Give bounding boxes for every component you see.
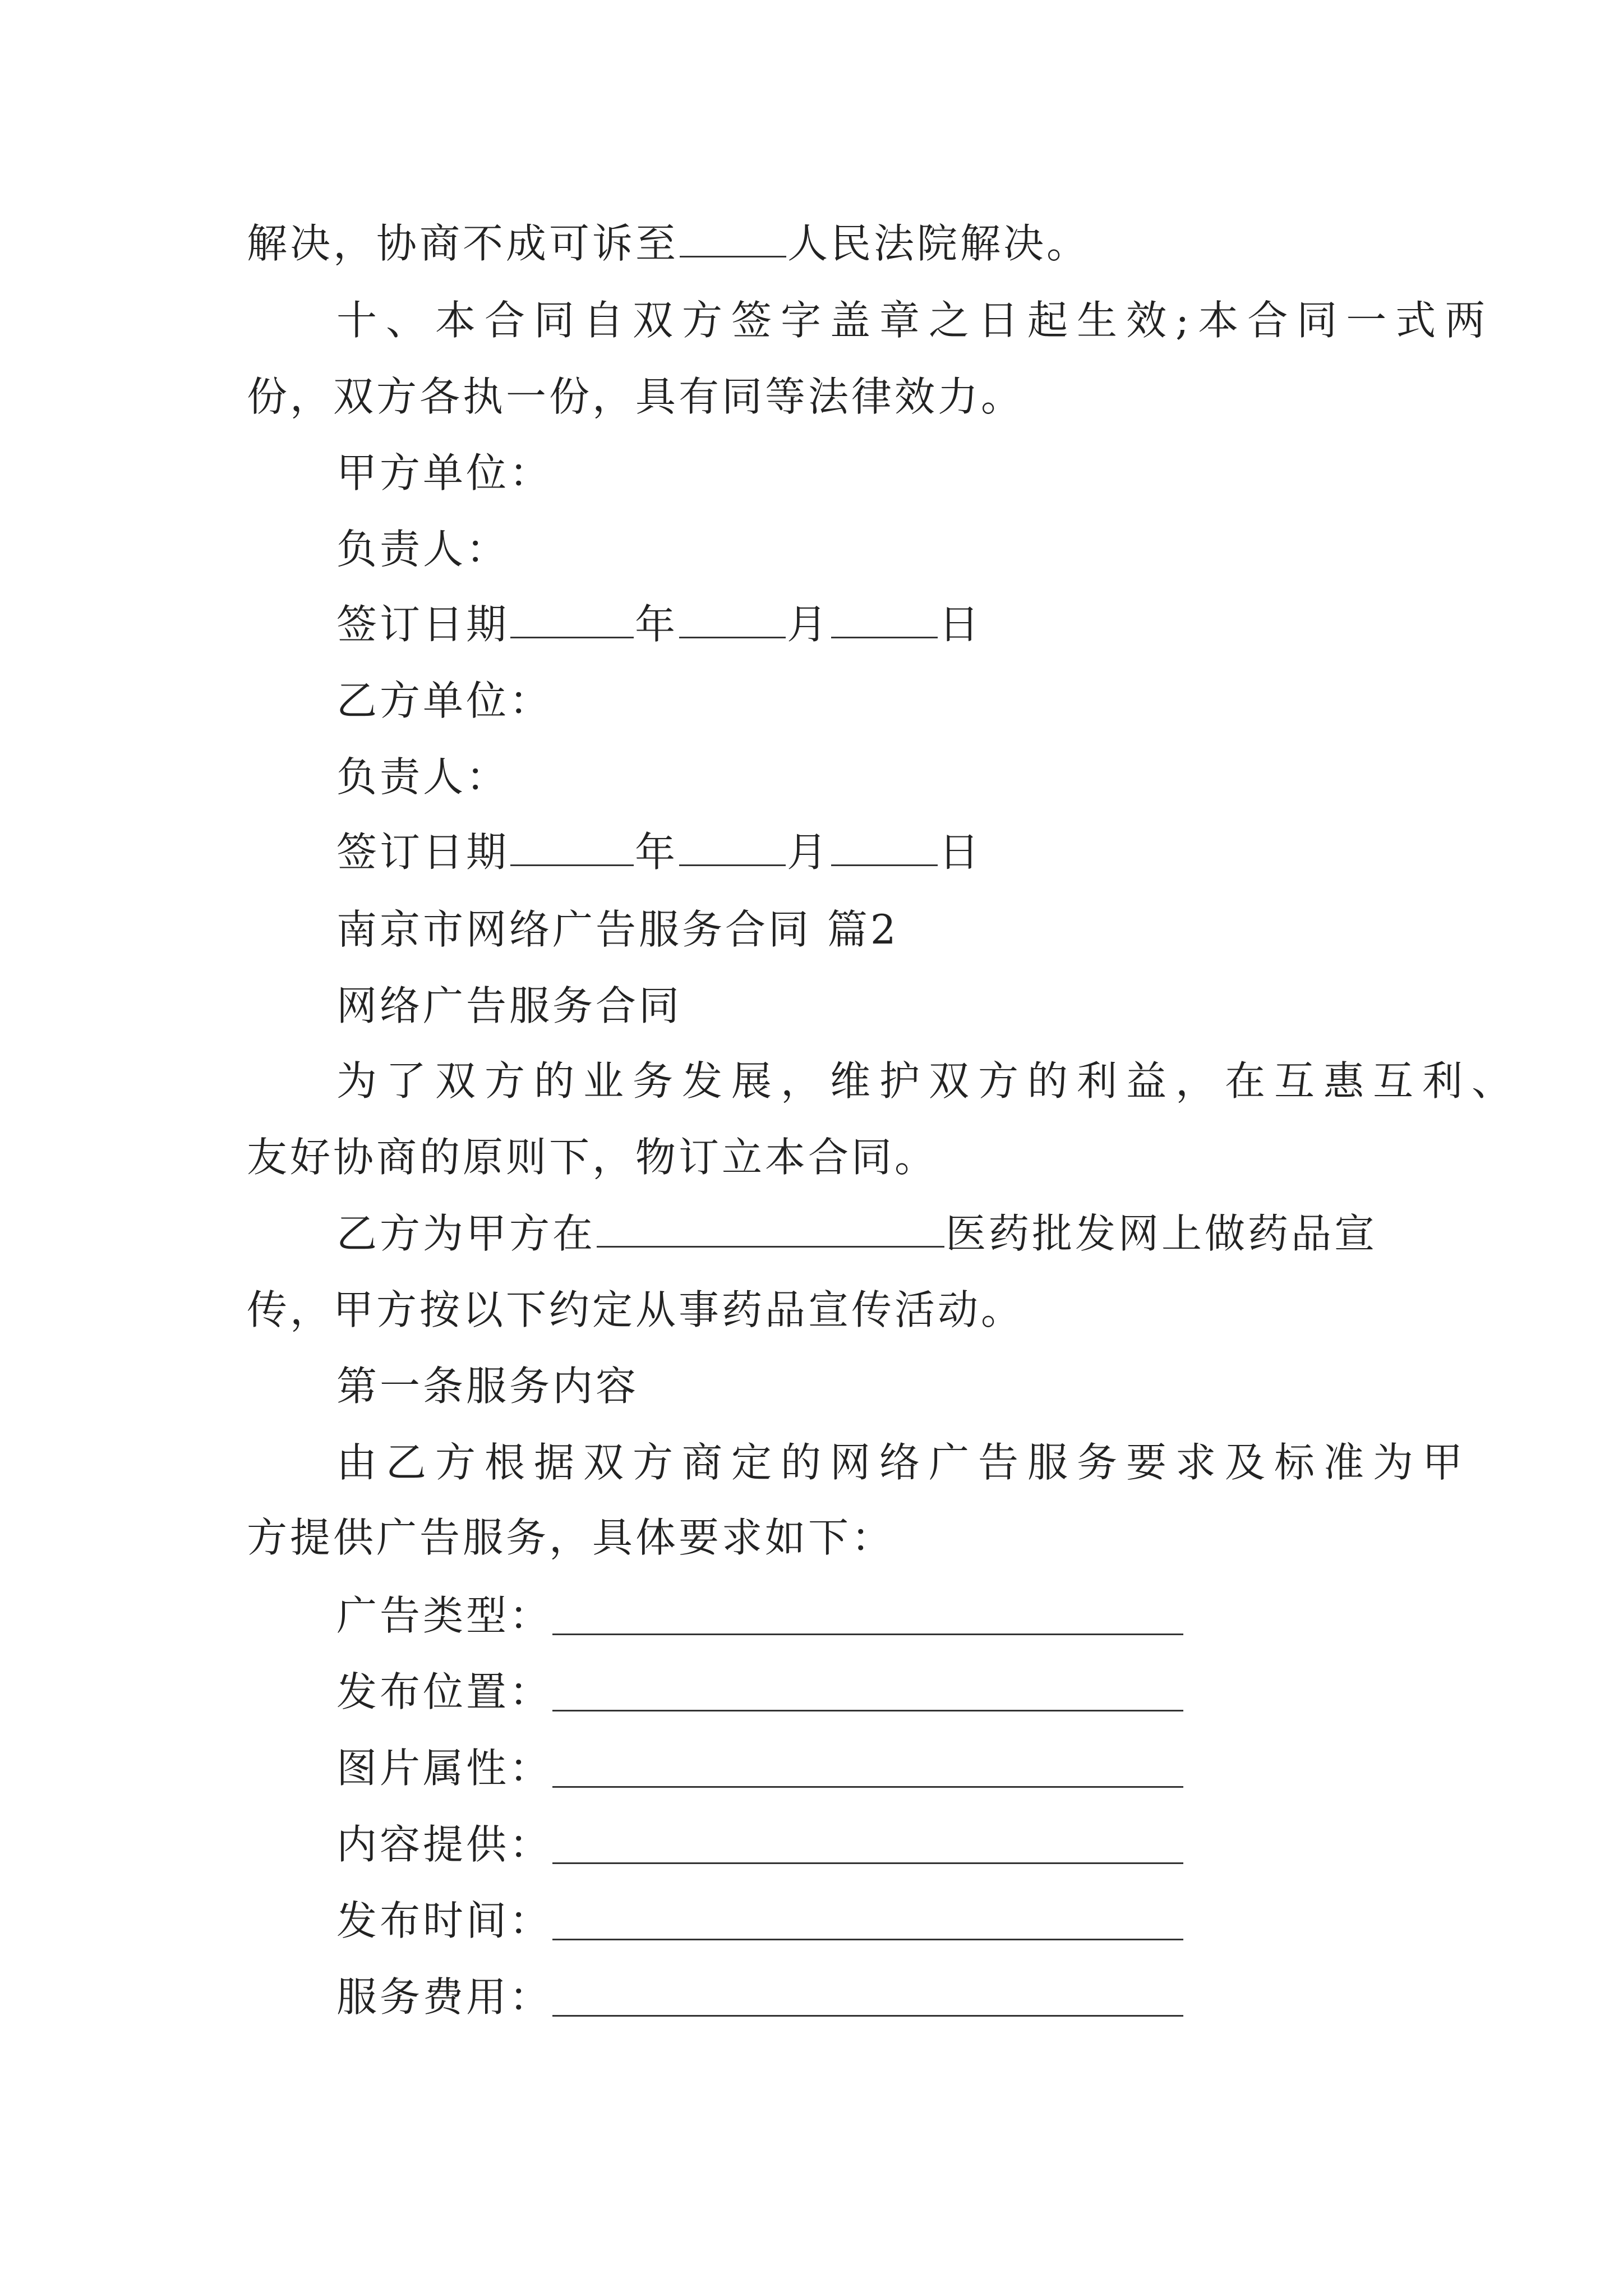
blank-court [680, 217, 786, 257]
party-b-unit: 乙方单位： [336, 677, 553, 724]
year-label: 年 [635, 829, 679, 876]
intro-line1: 为了双方的业务发展，维护双方的利益，在互惠互利、 [336, 1057, 1521, 1105]
text-dispute-b: 人民法院解决。 [787, 220, 1090, 267]
day-label: 日 [939, 829, 983, 876]
field-ad-type-label: 广告类型： [336, 1592, 553, 1639]
text-promo-a: 乙方为甲方在 [336, 1210, 596, 1257]
field-time-line [552, 1939, 1183, 1940]
sign-date-label: 签订日期 [336, 601, 510, 648]
day-label: 日 [939, 601, 983, 648]
blank-day [831, 597, 938, 638]
month-label: 月 [787, 829, 831, 876]
sign-date-label: 签订日期 [336, 829, 510, 876]
field-ad-type-line [552, 1634, 1183, 1635]
paragraph-promotion-line2: 传，甲方按以下约定从事药品宣传活动。 [247, 1286, 1025, 1333]
text-dispute-a: 解决，协商不成可诉至 [247, 220, 679, 267]
paragraph-clause-10-line1: 十、本合同自双方签字盖章之日起生效;本合同一式两 [336, 297, 1495, 344]
blank-year [510, 597, 634, 638]
article-1-body-line1: 由乙方根据双方商定的网络广告服务要求及标准为甲 [336, 1439, 1472, 1486]
party-a-unit: 甲方单位： [336, 449, 553, 496]
field-fee-label: 服务费用： [336, 1973, 553, 2021]
section-title: 南京市网络广告服务合同 篇2 [336, 906, 899, 953]
paragraph-clause-10-line2: 份，双方各执一份，具有同等法律效力。 [247, 373, 1025, 420]
field-image-label: 图片属性： [336, 1745, 553, 1792]
field-position-line [552, 1710, 1183, 1711]
intro-line2: 友好协商的原则下，物订立本合同。 [247, 1134, 938, 1181]
paragraph-dispute-line [247, 215, 1090, 272]
field-fee-line [552, 2015, 1183, 2017]
blank-month [679, 825, 786, 866]
field-position-label: 发布位置： [336, 1668, 553, 1715]
article-1-body-line2: 方提供广告服务，具体要求如下： [247, 1514, 895, 1561]
blank-day [831, 825, 938, 866]
blank-month [679, 597, 786, 638]
year-label: 年 [635, 601, 679, 648]
field-time-label: 发布时间： [336, 1897, 553, 1944]
party-a-sign-date [336, 596, 982, 652]
field-content-label: 内容提供： [336, 1821, 553, 1868]
contract-title: 网络广告服务合同 [336, 982, 683, 1029]
party-a-person: 负责人： [336, 526, 510, 573]
party-b-sign-date [336, 824, 982, 880]
blank-year [510, 825, 634, 866]
text-promo-b: 医药批发网上做药品宣 [946, 1210, 1378, 1257]
paragraph-promotion-line1 [336, 1205, 1377, 1262]
blank-website [597, 1207, 944, 1248]
article-1-heading: 第一条服务内容 [336, 1363, 639, 1410]
party-b-person: 负责人： [336, 753, 510, 800]
field-image-line [552, 1786, 1183, 1788]
month-label: 月 [787, 601, 831, 648]
field-content-line [552, 1862, 1183, 1864]
